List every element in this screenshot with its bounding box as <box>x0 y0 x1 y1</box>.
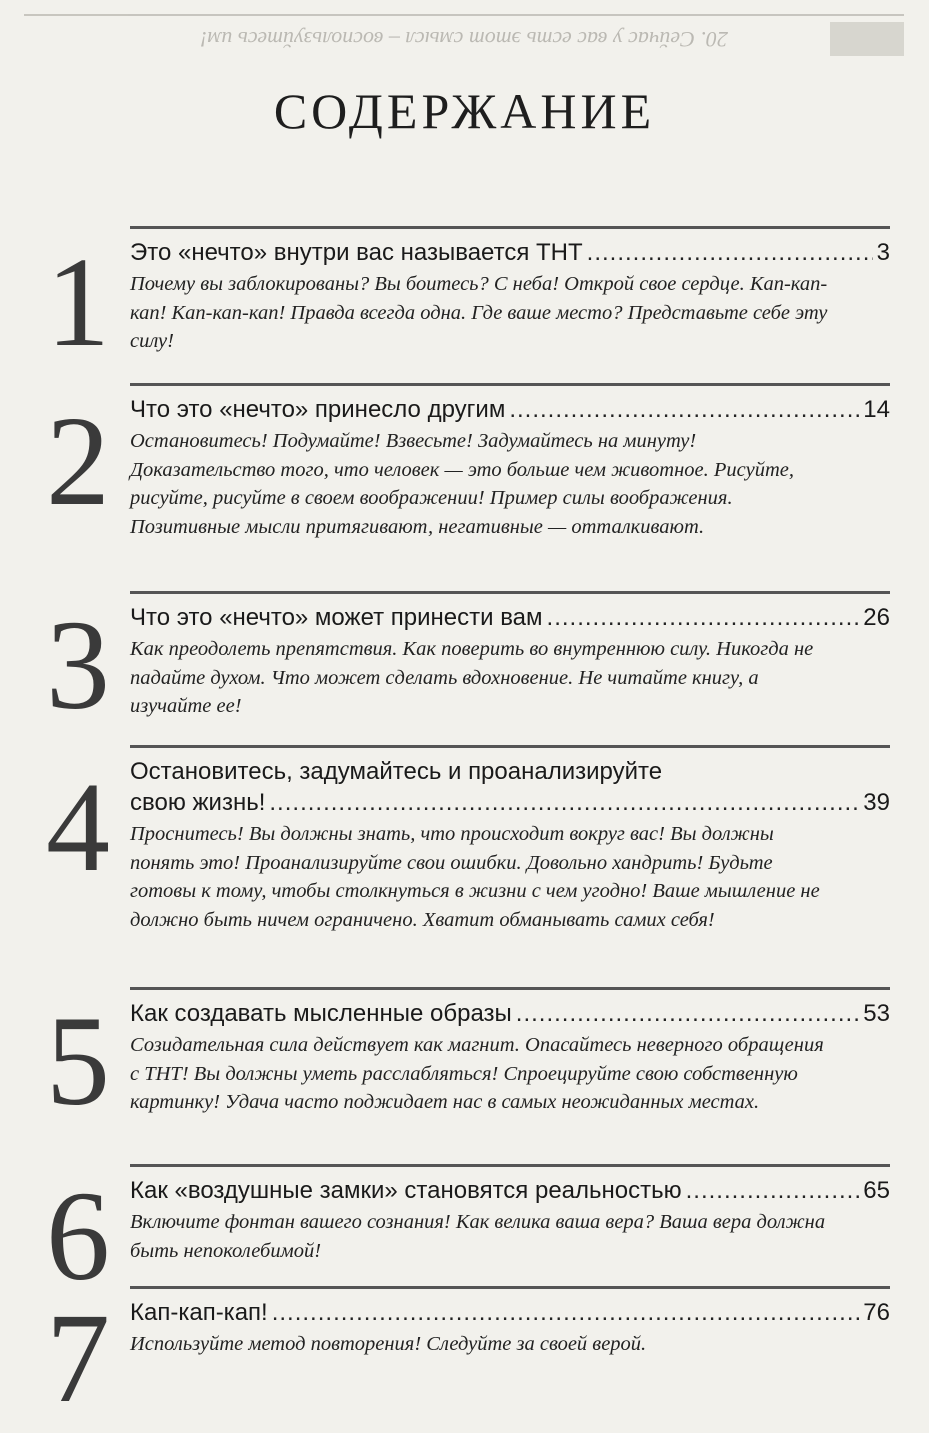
page-number: 26 <box>863 604 890 631</box>
page-number: 65 <box>863 1177 890 1204</box>
page-number: 76 <box>863 1299 890 1326</box>
chapter-heading[interactable] <box>130 394 890 425</box>
page-number: 39 <box>863 789 890 816</box>
leader-dots <box>269 787 859 818</box>
entry-content <box>130 1164 890 1265</box>
entry-content <box>130 987 890 1117</box>
chapter-description: Остановитесь! Подумайте! Взвесьте! Задумайтесь на минуту! Доказательство того, что человек — это больше чем животное. Рисуйте, рисуйте, рисуйте в своем воображении! Пример силы воображения. Позитивные мысли притягивают, негативные — отталкивают. <box>130 430 794 538</box>
chapter-number: 2 <box>46 390 110 532</box>
page-number: 53 <box>863 1000 890 1027</box>
chapter-heading[interactable] <box>130 1175 890 1206</box>
chapter-heading[interactable] <box>130 237 890 268</box>
page-number: 3 <box>876 239 890 266</box>
chapter-title: Как создавать мысленные образы <box>130 1000 512 1027</box>
chapter-number: 7 <box>46 1287 110 1429</box>
divider <box>130 745 890 748</box>
page-number: 14 <box>863 396 890 423</box>
chapter-description: Включите фонтан вашего сознания! Как велика ваша вера? Ваша вера должна быть непоколебимой! <box>130 1211 826 1262</box>
chapter-title: Кап-кап-кап! <box>130 1299 268 1326</box>
chapter-description: Используйте метод повторения! Следуйте за своей верой. <box>130 1333 647 1355</box>
chapter-heading[interactable] <box>130 998 890 1029</box>
chapter-number: 6 <box>46 1165 110 1307</box>
leader-dots <box>547 602 860 633</box>
chapter-number: 4 <box>46 756 110 898</box>
running-header-page-box <box>830 22 904 56</box>
divider <box>130 591 890 594</box>
chapter-title: Что это «нечто» принесло другим <box>130 396 506 423</box>
divider <box>130 226 890 229</box>
chapter-title: Что это «нечто» может принести вам <box>130 604 543 631</box>
chapter-heading[interactable] <box>130 787 890 818</box>
divider <box>130 987 890 990</box>
leader-dots <box>509 394 859 425</box>
chapter-number: 1 <box>46 231 110 373</box>
entry-content <box>130 591 890 721</box>
chapter-title: Это «нечто» внутри вас называется ТНТ <box>130 239 583 266</box>
running-header <box>24 14 904 62</box>
leader-dots <box>516 998 860 1029</box>
divider <box>130 1164 890 1167</box>
chapter-heading[interactable] <box>130 1297 890 1328</box>
running-header-text: 20. Сейчас у вас есть этот смысл – воспользуйтесь им! <box>200 27 728 52</box>
chapter-title-line-2: свою жизнь! <box>130 789 266 816</box>
leader-dots <box>686 1175 860 1206</box>
divider <box>130 383 890 386</box>
chapter-number: 3 <box>46 594 110 736</box>
chapter-title-line-1[interactable]: Остановитесь, задумайтесь и проанализируйте <box>130 758 663 785</box>
chapter-heading[interactable] <box>130 602 890 633</box>
chapter-description: Проснитесь! Вы должны знать, что происходит вокруг вас! Вы должны понять это! Проанализируйте свои ошибки. Довольно хандрить! Будьте готовы к тому, чтобы столкнуться в жизни с чем угодно! Ваше мышление не должно быть ничем ограничено. Хватит обманывать самих себя! <box>130 823 820 931</box>
entry-content <box>130 745 890 934</box>
divider <box>130 1286 890 1289</box>
leader-dots <box>272 1297 860 1328</box>
chapter-number: 5 <box>46 990 110 1132</box>
leader-dots <box>587 237 873 268</box>
chapter-description: Созидательная сила действует как магнит. Опасайтесь неверного обращения с ТНТ! Вы должны уметь расслабляться! Спроецируйте свою собственную картинку! Удача часто поджидает нас в самых неожиданных местах. <box>130 1034 824 1114</box>
chapter-description: Как преодолеть препятствия. Как поверить во внутреннюю силу. Никогда не падайте духом. Что может сделать вдохновение. Не читайте книгу, а изучайте ее! <box>130 638 814 718</box>
entry-content <box>130 226 890 356</box>
chapter-title: Как «воздушные замки» становятся реальностью <box>130 1177 682 1204</box>
entry-content <box>130 383 890 541</box>
page-title: СОДЕРЖАНИЕ <box>273 83 656 139</box>
entry-content <box>130 1286 890 1359</box>
chapter-description: Почему вы заблокированы? Вы боитесь? С неба! Открой свое сердце. Кап-кап-кап! Кап-кап-кап! Правда всегда одна. Где ваше место? Представьте себе эту силу! <box>130 273 828 353</box>
